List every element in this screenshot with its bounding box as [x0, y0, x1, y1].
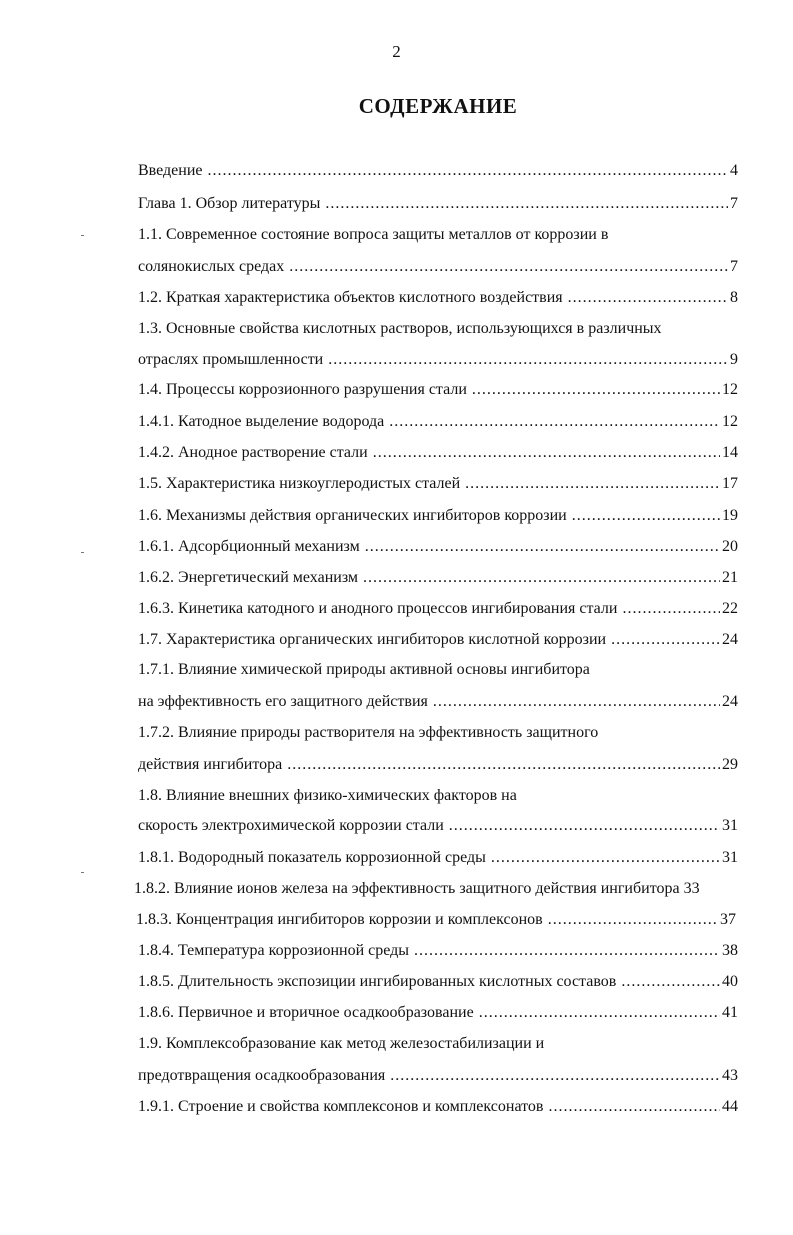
toc-entry-page: 19: [722, 507, 738, 524]
toc-entry-text: 1.8.6. Первичное и вторичное осадкообразование: [138, 1004, 474, 1021]
toc-entry-page: 40: [722, 973, 738, 990]
toc-entry: [138, 693, 738, 715]
toc-entry: [138, 195, 738, 217]
toc-entry: [136, 911, 736, 933]
toc-dot-leader: [289, 258, 728, 276]
toc-entry: [138, 942, 738, 964]
toc-dot-leader: [325, 195, 728, 213]
toc-entry-page: 12: [722, 381, 738, 398]
toc-dot-leader: [491, 849, 720, 867]
scan-mark: [81, 552, 84, 553]
toc-dot-leader: [472, 381, 720, 399]
toc-dot-leader: [328, 351, 728, 369]
toc-dot-leader: [363, 569, 720, 587]
toc-entry-page: 14: [722, 444, 738, 461]
toc-entry-page: 21: [722, 569, 738, 586]
toc-entry-text: 1.4. Процессы коррозионного разрушения стали: [138, 381, 467, 398]
toc-entry-page: 9: [730, 351, 738, 368]
toc-entry-text: 1.6. Механизмы действия органических ингибиторов коррозии: [138, 507, 567, 524]
toc-dot-leader: [479, 1004, 720, 1022]
toc-dot-leader: [365, 538, 720, 556]
toc-entry: [138, 413, 738, 435]
toc-entry: [138, 817, 738, 839]
toc-entry: [138, 258, 738, 280]
toc-entry-page: 31: [722, 817, 738, 834]
toc-dot-leader: [572, 507, 720, 525]
toc-entry: [138, 600, 738, 622]
toc-entry-page: 4: [730, 162, 738, 179]
toc-entry: [138, 631, 738, 653]
toc-entry-text: 1.8.4. Температура коррозионной среды: [138, 942, 410, 959]
toc-entry: [138, 289, 738, 311]
toc-dot-leader: [433, 693, 720, 711]
toc-entry: [138, 661, 738, 683]
toc-entry: [138, 1098, 738, 1120]
toc-entry: [138, 1035, 738, 1057]
scan-mark: [81, 872, 84, 873]
toc-entry-text: 1.6.3. Кинетика катодного и анодного процессов ингибирования стали: [138, 600, 618, 617]
toc-entry-text: скорость электрохимической коррозии стали: [138, 817, 444, 834]
toc-dot-leader: [622, 600, 720, 618]
toc-entry-text: 1.7.2. Влияние природы растворителя на эффективность защитного: [138, 724, 599, 741]
toc-entry-text: 1.9. Комплексобразование как метод железостабилизации и: [138, 1035, 545, 1052]
toc-entry: [138, 444, 738, 466]
toc-entry-text: 1.8.1. Водородный показатель коррозионной среды: [138, 849, 486, 866]
toc-entry-page: 17: [722, 475, 738, 492]
toc-entry-page: 8: [730, 289, 738, 306]
toc-entry: [138, 351, 738, 373]
toc-entry-text: 1.8.3. Концентрация ингибиторов коррозии и комплексонов: [136, 911, 543, 928]
toc-entry-page: 7: [730, 195, 738, 212]
toc-entry-page: 37: [720, 911, 736, 928]
toc-entry-text: 1.6.1. Адсорбционный механизм: [138, 538, 360, 555]
toc-title: СОДЕРЖАНИЕ: [358, 94, 518, 118]
toc-entry-text: на эффективность его защитного действия: [138, 693, 428, 710]
toc-entry: [138, 973, 738, 995]
toc-entry-text: 1.5. Характеристика низкоуглеродистых сталей: [138, 475, 461, 492]
toc-entry-text: Глава 1. Обзор литературы: [138, 195, 321, 212]
toc-entry-text: 1.4.1. Катодное выделение водорода: [138, 413, 385, 430]
toc-entry: [138, 1067, 738, 1089]
toc-dot-leader: [621, 973, 720, 991]
toc-dot-leader: [449, 817, 720, 835]
toc-entry-page: 31: [722, 849, 738, 866]
toc-entry: [138, 226, 738, 248]
toc-entry-text: 1.7.1. Влияние химической природы активной основы ингибитора: [138, 661, 590, 678]
toc-dot-leader: [465, 475, 720, 493]
toc-entry-page: 29: [722, 756, 738, 773]
toc-entry-page: 38: [722, 942, 738, 959]
toc-dot-leader: [548, 1098, 720, 1116]
toc-entry-text: Введение: [138, 162, 203, 179]
toc-entry-page: 44: [722, 1098, 738, 1115]
toc-entry: [138, 320, 738, 342]
toc-entry: [138, 569, 738, 591]
toc-dot-leader: [414, 942, 720, 960]
toc-entry-page: 41: [722, 1004, 738, 1021]
toc-entry: [138, 724, 738, 746]
toc-entry: [138, 538, 738, 560]
toc-entry: [138, 1004, 738, 1026]
toc-dot-leader: [287, 756, 720, 774]
toc-entry-text: 1.1. Современное состояние вопроса защиты металлов от коррозии в: [138, 226, 609, 243]
toc-entry-text: 1.8.2. Влияние ионов железа на эффективность защитного действия ингибитора 33: [134, 880, 700, 897]
toc-dot-leader: [373, 444, 720, 462]
toc-entry-text: 1.9.1. Строение и свойства комплексонов и комплексонатов: [138, 1098, 544, 1115]
toc-entry: [138, 507, 738, 529]
toc-entry-text: отраслях промышленности: [138, 351, 324, 368]
toc-entry-text: 1.8. Влияние внешних физико-химических факторов на: [138, 787, 517, 804]
toc-entry: [138, 849, 738, 871]
toc-entry-text: предотвращения осадкообразования: [138, 1067, 386, 1084]
toc-entry-page: 7: [730, 258, 738, 275]
toc-dot-leader: [568, 289, 728, 307]
toc-entry-text: 1.7. Характеристика органических ингибиторов кислотной коррозии: [138, 631, 607, 648]
toc-dot-leader: [390, 1067, 720, 1085]
toc-entry-text: 1.6.2. Энергетический механизм: [138, 569, 359, 586]
toc-entry-text: действия ингибитора: [138, 756, 283, 773]
toc-entry: [138, 162, 738, 184]
toc-entry: [138, 787, 738, 809]
toc-entry-text: солянокислых средах: [138, 258, 285, 275]
toc-entry-text: 1.3. Основные свойства кислотных растворов, использующихся в различных: [138, 320, 662, 337]
toc-entry-page: 24: [722, 693, 738, 710]
toc-entry-page: 43: [722, 1067, 738, 1084]
toc-entry-text: 1.2. Краткая характеристика объектов кислотного воздействия: [138, 289, 563, 306]
toc-dot-leader: [548, 911, 718, 929]
toc-entry-page: 20: [722, 538, 738, 555]
scan-mark: [81, 235, 84, 236]
toc-dot-leader: [208, 162, 729, 180]
toc-dot-leader: [389, 413, 720, 431]
toc-entry: [138, 475, 738, 497]
toc-entry-page: 22: [722, 600, 738, 617]
toc-dot-leader: [611, 631, 720, 649]
toc-entry-text: 1.8.5. Длительность экспозиции ингибированных кислотных составов: [138, 973, 617, 990]
toc-entry-page: 12: [722, 413, 738, 430]
toc-entry: [138, 381, 738, 403]
toc-entry: [138, 756, 738, 778]
toc-entry: [134, 880, 734, 902]
toc-entry-text: 1.4.2. Анодное растворение стали: [138, 444, 368, 461]
toc-entry-page: 24: [722, 631, 738, 648]
page-number: 2: [392, 42, 401, 61]
